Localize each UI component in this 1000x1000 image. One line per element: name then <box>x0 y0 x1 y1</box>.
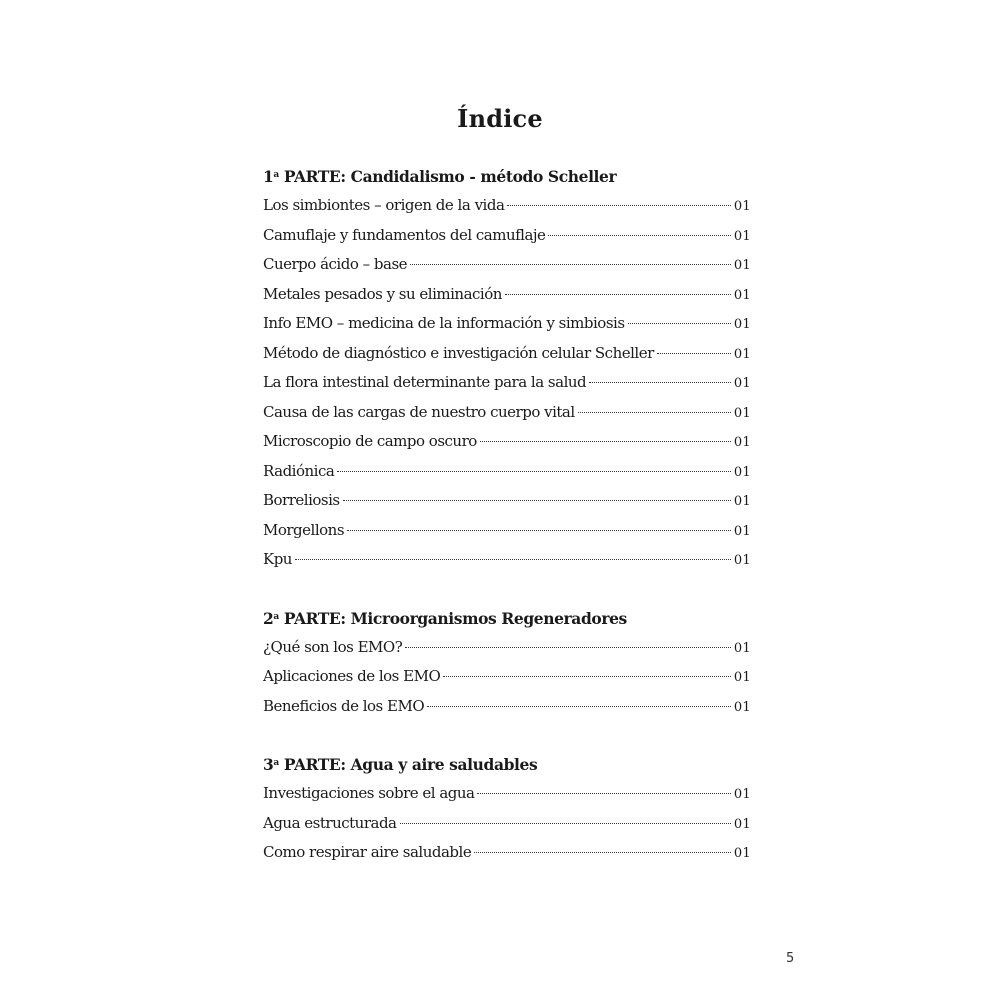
toc-entry[interactable] <box>263 545 751 575</box>
toc-entry[interactable] <box>263 486 751 516</box>
toc-entry[interactable] <box>263 809 751 839</box>
toc-entry[interactable] <box>263 221 751 251</box>
toc-entry[interactable] <box>263 779 751 809</box>
toc-entry[interactable] <box>263 368 751 398</box>
section-heading-text: PARTE: Candidalismo - método Scheller <box>278 167 617 186</box>
entry-title: Radiónica <box>263 461 335 480</box>
dot-leader <box>337 471 731 472</box>
dot-leader <box>477 793 730 794</box>
section-heading <box>263 605 751 630</box>
entry-title: Agua estructurada <box>263 813 397 832</box>
dot-leader <box>505 294 731 295</box>
dot-leader <box>480 441 731 442</box>
toc-section-1 <box>263 163 751 575</box>
entry-title: Metales pesados y su eliminación <box>263 284 502 303</box>
toc-entry[interactable] <box>263 662 751 692</box>
dot-leader <box>410 264 731 265</box>
toc-entry[interactable] <box>263 280 751 310</box>
section-heading <box>263 163 751 188</box>
entry-page: 01 <box>733 346 751 362</box>
entry-page: 01 <box>733 670 751 685</box>
entry-page: 01 <box>733 699 751 715</box>
section-heading <box>263 751 751 776</box>
toc-entry[interactable] <box>263 692 751 722</box>
toc-entry[interactable] <box>263 398 751 428</box>
entry-title: Borreliosis <box>263 491 340 509</box>
toc-entry[interactable] <box>263 838 751 868</box>
entry-title: Kpu <box>263 550 292 568</box>
entry-title: Beneficios de los EMO <box>263 696 425 715</box>
dot-leader <box>657 353 731 354</box>
entry-page: 01 <box>733 787 751 802</box>
dot-leader <box>578 412 731 413</box>
dot-leader <box>427 706 731 707</box>
section-number: 1$^a$ <box>263 167 279 186</box>
section-heading-text: PARTE: Microorganismos Regeneradores <box>278 608 627 628</box>
entry-page: 01 <box>733 523 751 539</box>
entry-page: 01 <box>733 846 751 861</box>
table-of-contents <box>263 163 751 868</box>
entry-title: Morgellons <box>263 520 345 539</box>
toc-section-3 <box>263 751 751 868</box>
entry-title: Info EMO – medicina de la información y simbiosis <box>263 314 625 332</box>
section-heading-text: PARTE: Agua y aire saludables <box>278 755 538 774</box>
entry-title: ¿Qué son los EMO? <box>263 637 403 656</box>
dot-leader <box>400 823 731 824</box>
entry-page: 01 <box>733 494 751 509</box>
dot-leader <box>405 647 731 648</box>
toc-entry[interactable] <box>263 457 751 487</box>
entry-page: 01 <box>733 435 751 450</box>
entry-title: Camuflaje y fundamentos del camuflaje <box>263 225 546 244</box>
section-number: 3$^a$ <box>263 755 279 774</box>
dot-leader <box>474 852 731 853</box>
toc-entry[interactable] <box>263 191 751 221</box>
toc-entry[interactable] <box>263 250 751 280</box>
entry-title: Como respirar aire saludable <box>263 843 472 861</box>
toc-entry[interactable] <box>263 633 751 663</box>
entry-page: 01 <box>733 640 751 656</box>
toc-entry[interactable] <box>263 516 751 546</box>
entry-title: Cuerpo ácido – base <box>263 255 408 273</box>
dot-leader <box>507 205 730 206</box>
toc-section-2 <box>263 605 751 722</box>
dot-leader <box>443 676 731 677</box>
toc-entry[interactable] <box>263 339 751 369</box>
entry-page: 01 <box>733 258 751 273</box>
page-number: 5 <box>786 951 795 966</box>
entry-title: Aplicaciones de los EMO <box>263 667 441 685</box>
toc-entry[interactable] <box>263 427 751 457</box>
dot-leader <box>295 559 731 560</box>
entry-title: Microscopio de campo oscuro <box>263 432 477 450</box>
toc-entry[interactable] <box>263 309 751 339</box>
entry-page: 01 <box>733 553 751 568</box>
entry-title: Los simbiontes – origen de la vida <box>263 196 505 214</box>
entry-page: 01 <box>733 816 751 832</box>
entry-page: 01 <box>733 376 751 391</box>
entry-title: La flora intestinal determinante para la salud <box>263 373 587 391</box>
dot-leader <box>343 500 731 501</box>
page-title: Índice <box>457 104 543 133</box>
dot-leader <box>628 323 731 324</box>
entry-page: 01 <box>733 287 751 303</box>
entry-title: Método de diagnóstico e investigación celular Scheller <box>263 343 654 362</box>
entry-page: 01 <box>733 199 751 214</box>
entry-title: Causa de las cargas de nuestro cuerpo vital <box>263 402 575 421</box>
section-number: 2$^a$ <box>263 608 279 628</box>
entry-page: 01 <box>733 228 751 244</box>
entry-page: 01 <box>733 317 751 332</box>
dot-leader <box>548 235 730 236</box>
entry-page: 01 <box>733 405 751 421</box>
entry-title: Investigaciones sobre el agua <box>263 784 475 802</box>
entry-page: 01 <box>733 464 751 480</box>
dot-leader <box>589 382 731 383</box>
dot-leader <box>347 530 731 531</box>
